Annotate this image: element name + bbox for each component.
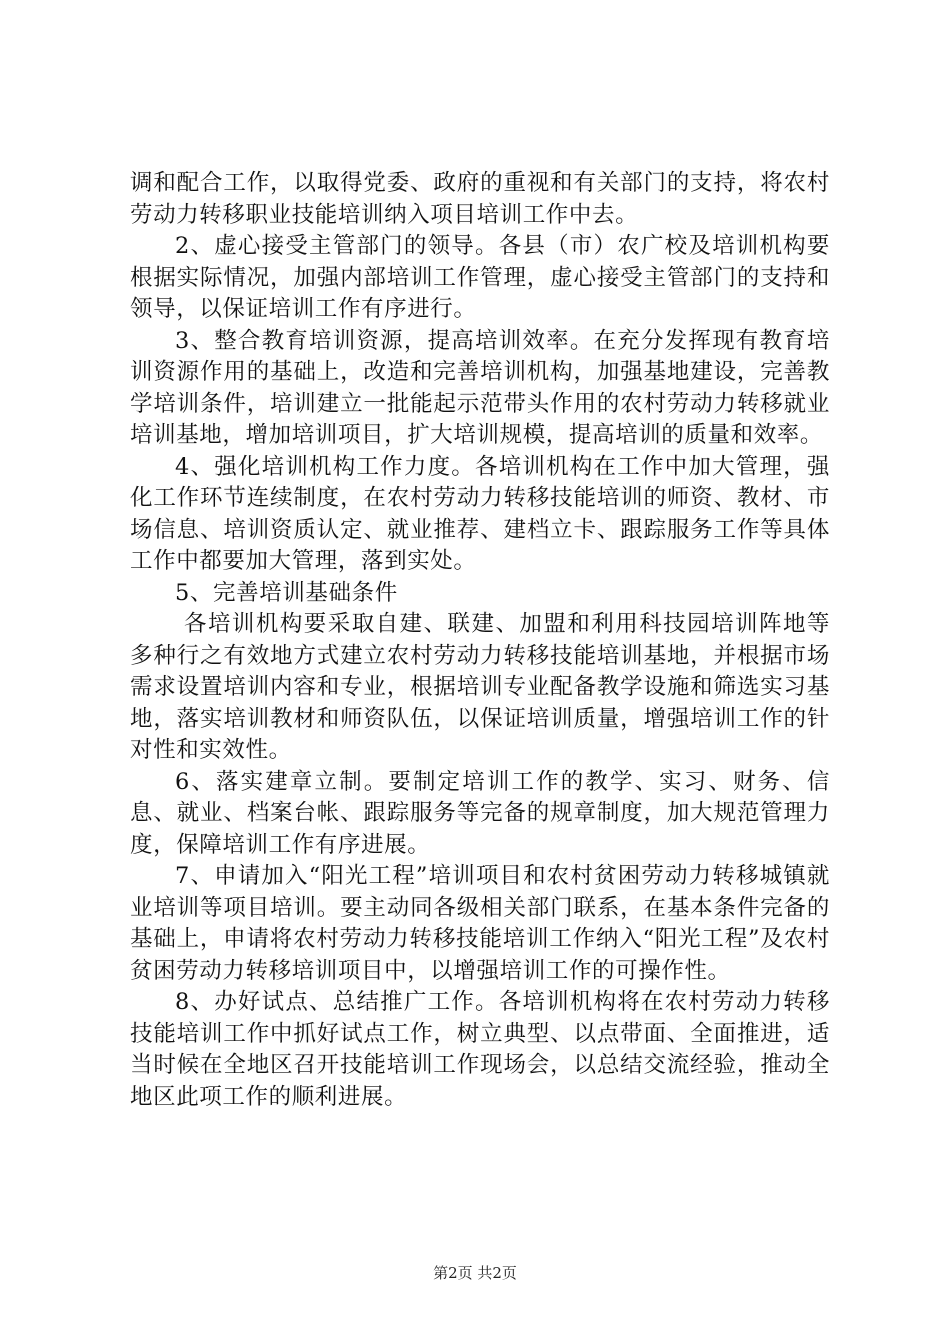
page-number-footer: 第2页 共2页 bbox=[433, 1264, 517, 1282]
paragraph-item-5-heading: 5、完善培训基础条件 bbox=[175, 579, 398, 606]
paragraph-item-8: 8、办好试点、总结推广工作。各培训机构将在农村劳动力转移技能培训工作中抓好试点工作，树立典型、以点带面、全面推进，适当时候在全地区召开技能培训工作现场会，以总结交流经验，推动全地区此项工作的顺利进展。 bbox=[130, 989, 830, 1110]
paragraph-item-5-body: 各培训机构要采取自建、联建、加盟和利用科技园培训阵地等多种行之有效地方式建立农村劳动力转移技能培训基地，并根据市场需求设置培训内容和专业，根据培训专业配备教学设施和筛选实习基地，落实培训教材和师资队伍，以保证培训质量，增强培训工作的针对性和实效性。 bbox=[130, 611, 830, 763]
document-body bbox=[130, 168, 830, 1113]
paragraph-item-7: 7、申请加入“阳光工程”培训项目和农村贫困劳动力转移城镇就业培训等项目培训。要主动同各级相关部门联系，在基本条件完备的基础上，申请将农村劳动力转移技能培训工作纳入“阳光工程”及农村贫困劳动力转移培训项目中，以增强培训工作的可操作性。 bbox=[130, 863, 830, 984]
paragraph-continuation: 调和配合工作，以取得党委、政府的重视和有关部门的支持，将农村劳动力转移职业技能培训纳入项目培训工作中去。 bbox=[130, 170, 830, 228]
paragraph-item-2: 2、虚心接受主管部门的领导。各县（市）农广校及培训机构要根据实际情况，加强内部培训工作管理，虚心接受主管部门的支持和领导，以保证培训工作有序进行。 bbox=[130, 233, 830, 322]
paragraph-item-4: 4、强化培训机构工作力度。各培训机构在工作中加大管理，强化工作环节连续制度，在农村劳动力转移技能培训的师资、教材、市场信息、培训资质认定、就业推荐、建档立卡、跟踪服务工作等具体工作中都要加大管理，落到实处。 bbox=[130, 453, 830, 574]
paragraph-item-6: 6、落实建章立制。要制定培训工作的教学、实习、财务、信息、就业、档案台帐、跟踪服务等完备的规章制度，加大规范管理力度，保障培训工作有序进展。 bbox=[130, 768, 830, 858]
paragraph-item-3: 3、整合教育培训资源，提高培训效率。在充分发挥现有教育培训资源作用的基础上，改造和完善培训机构，加强基地建设，完善教学培训条件，培训建立一批能起示范带头作用的农村劳动力转移就业培训基地，增加培训项目，扩大培训规模，提高培训的质量和效率。 bbox=[130, 327, 830, 448]
